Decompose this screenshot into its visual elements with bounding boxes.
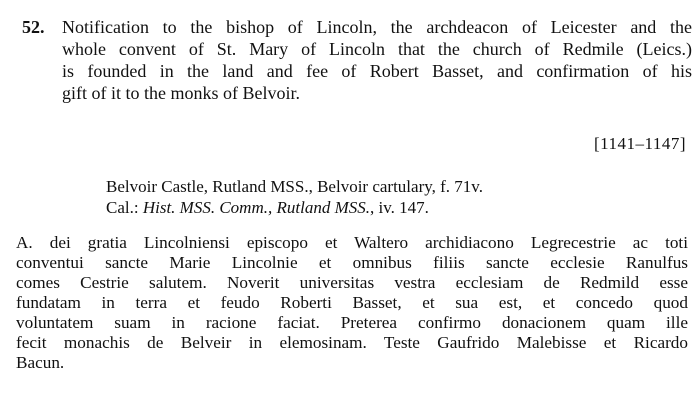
- charter-line: fecit monachis de Belveir in elemosinam. Teste Gaufrido Malebisse et Ricardo: [16, 333, 688, 352]
- entry-number: 52.: [22, 17, 45, 37]
- charter-line: comes Cestrie salutem. Noverit universitas vestra ecclesiam de Redmild esse: [16, 273, 688, 292]
- summary-line: whole convent of St. Mary of Lincoln that the church of Redmile (Leics.): [62, 39, 692, 59]
- source-calendar: [106, 197, 696, 218]
- source-manuscript: Belvoir Castle, Rutland MSS., Belvoir cartulary, f. 71v.: [106, 177, 483, 196]
- entry-summary: [62, 16, 692, 104]
- calendar-suffix: , iv. 147.: [369, 198, 429, 217]
- charter-line: A. dei gratia Lincolniensi episcopo et Waltero archidiacono Legrecestrie ac toti: [16, 233, 688, 252]
- charter-text: [16, 233, 688, 373]
- charter-line: conventui sancte Marie Lincolnie et omnibus filiis sancte ecclesie Ranulfus: [16, 253, 688, 272]
- summary-line: Notification to the bishop of Lincoln, the archdeacon of Leicester and the: [62, 17, 692, 37]
- summary-line: is founded in the land and fee of Robert Basset, and confirmation of his: [62, 61, 692, 81]
- entry-date: [1141–1147]: [593, 134, 686, 153]
- summary-line: gift of it to the monks of Belvoir.: [62, 83, 300, 103]
- charter-line: voluntatem suam in racione faciat. Preterea confirmo donacionem quam ille: [16, 313, 688, 332]
- charter-line: fundatam in terra et feudo Roberti Basset, et sua est, et concedo quod: [16, 293, 688, 312]
- calendar-title: Hist. MSS. Comm., Rutland MSS.: [142, 198, 370, 217]
- source-citation: [106, 176, 696, 218]
- calendar-prefix: Cal.:: [106, 198, 143, 217]
- charter-line: Bacun.: [16, 353, 65, 372]
